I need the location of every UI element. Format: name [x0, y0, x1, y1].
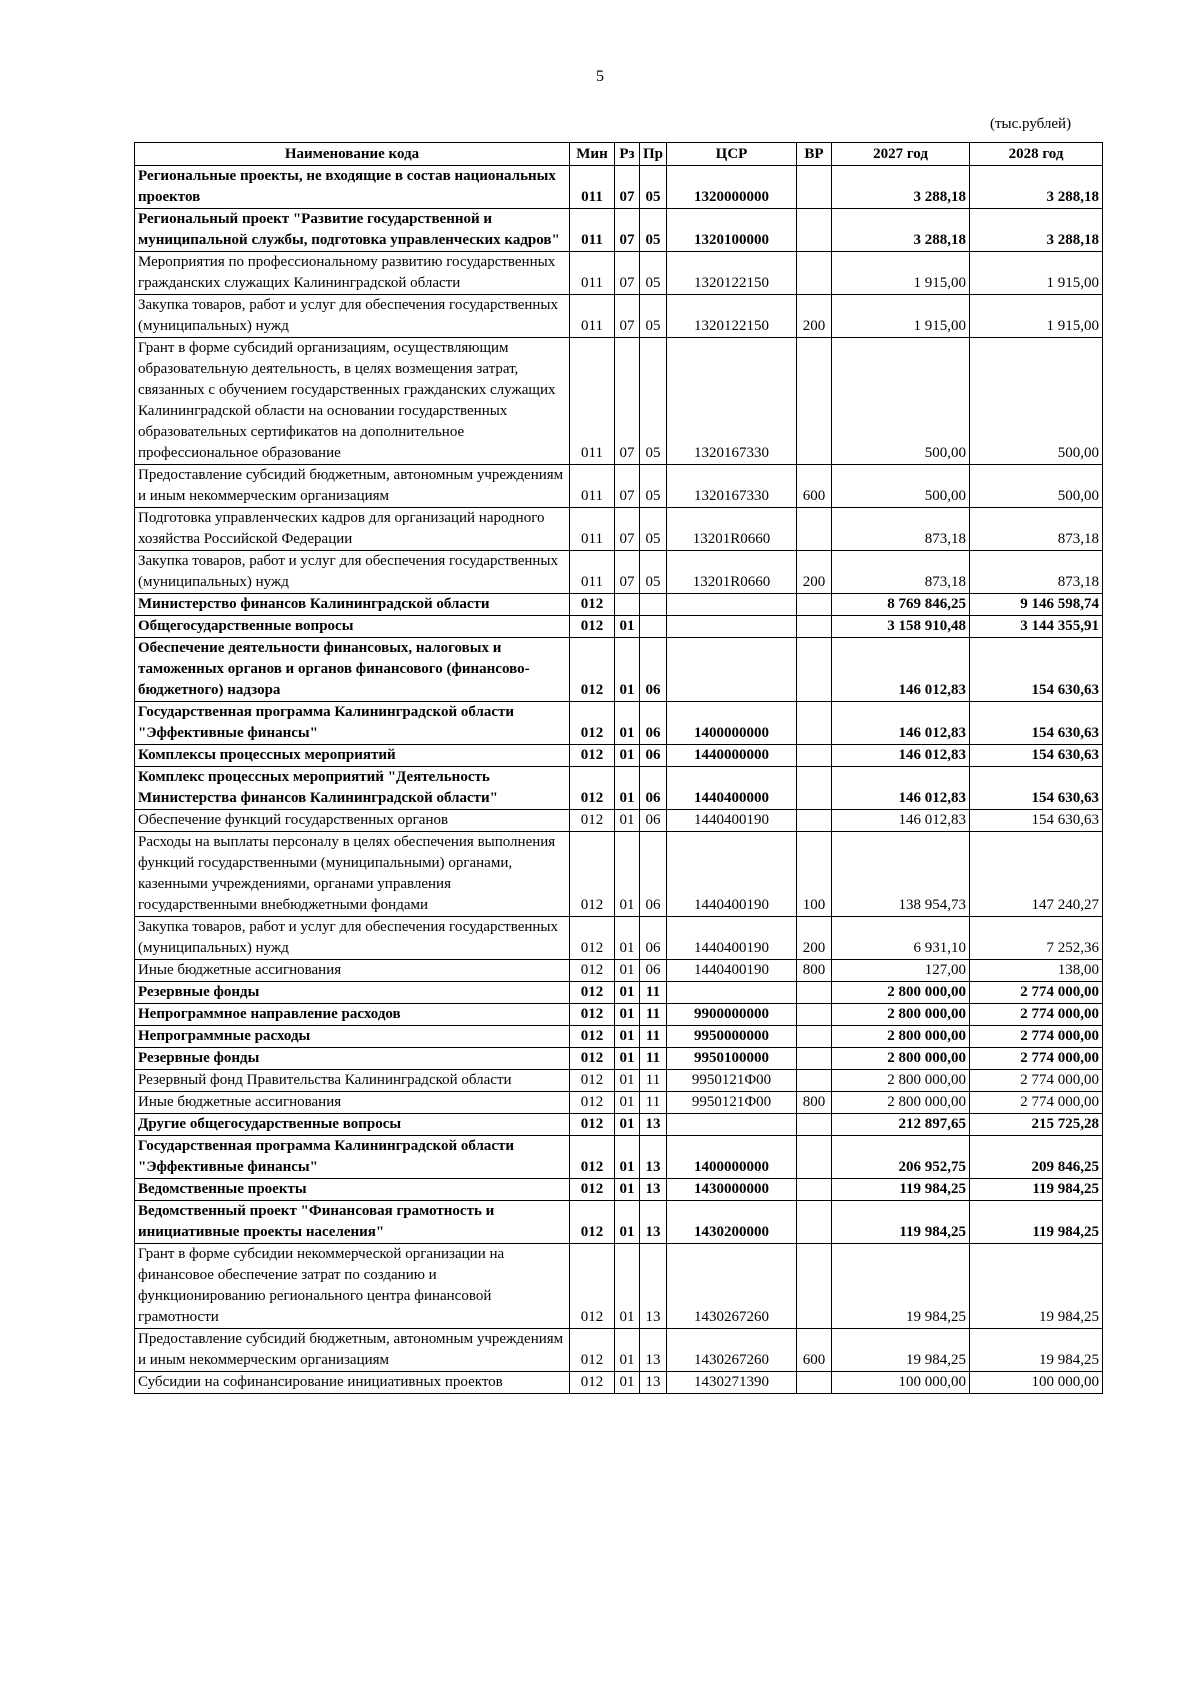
row-csr: 1440400190: [667, 832, 797, 917]
row-value-2027: 212 897,65: [832, 1114, 970, 1136]
row-value-2028: 2 774 000,00: [970, 1092, 1103, 1114]
row-pr: 05: [640, 465, 667, 508]
row-value-2028: 3 288,18: [970, 209, 1103, 252]
row-pr: 06: [640, 960, 667, 982]
row-pr: 05: [640, 338, 667, 465]
header-csr: ЦСР: [667, 143, 797, 166]
row-vr: [797, 508, 832, 551]
row-value-2028: 500,00: [970, 338, 1103, 465]
row-value-2027: 2 800 000,00: [832, 982, 970, 1004]
row-vr: [797, 252, 832, 295]
row-value-2027: 138 954,73: [832, 832, 970, 917]
row-pr: [640, 616, 667, 638]
table-body: [135, 166, 1103, 1394]
row-pr: 13: [640, 1114, 667, 1136]
header-pr: Пр: [640, 143, 667, 166]
row-rz: 01: [615, 1114, 640, 1136]
row-rz: 01: [615, 1092, 640, 1114]
row-rz: 01: [615, 832, 640, 917]
row-value-2028: 3 144 355,91: [970, 616, 1103, 638]
row-pr: 06: [640, 638, 667, 702]
row-value-2028: 154 630,63: [970, 810, 1103, 832]
row-name: Закупка товаров, работ и услуг для обеспечения государственных (муниципальных) нужд: [135, 551, 570, 594]
row-value-2028: 1 915,00: [970, 295, 1103, 338]
row-value-2028: 2 774 000,00: [970, 1048, 1103, 1070]
row-csr: 1400000000: [667, 702, 797, 745]
row-pr: 11: [640, 1004, 667, 1026]
row-value-2028: 2 774 000,00: [970, 1026, 1103, 1048]
row-value-2027: 2 800 000,00: [832, 1004, 970, 1026]
row-value-2028: 873,18: [970, 508, 1103, 551]
table-row: [135, 1092, 1103, 1114]
row-value-2027: 146 012,83: [832, 810, 970, 832]
row-value-2028: 119 984,25: [970, 1201, 1103, 1244]
row-value-2028: 154 630,63: [970, 702, 1103, 745]
row-name: Государственная программа Калининградской области "Эффективные финансы": [135, 702, 570, 745]
row-rz: 07: [615, 252, 640, 295]
row-rz: 01: [615, 616, 640, 638]
header-name: Наименование кода: [135, 143, 570, 166]
units-label: (тыс.рублей): [990, 116, 1072, 132]
row-min: 011: [570, 338, 615, 465]
row-rz: 01: [615, 767, 640, 810]
row-pr: 11: [640, 1026, 667, 1048]
row-value-2027: 119 984,25: [832, 1201, 970, 1244]
row-vr: [797, 338, 832, 465]
row-min: 011: [570, 252, 615, 295]
row-rz: 07: [615, 338, 640, 465]
row-min: 012: [570, 638, 615, 702]
row-csr: 1430000000: [667, 1179, 797, 1201]
row-rz: 01: [615, 1329, 640, 1372]
row-rz: 01: [615, 1244, 640, 1329]
table-row: [135, 1070, 1103, 1092]
row-pr: 11: [640, 1048, 667, 1070]
row-csr: [667, 1114, 797, 1136]
table-row: [135, 1244, 1103, 1329]
row-value-2028: 119 984,25: [970, 1179, 1103, 1201]
row-pr: 06: [640, 745, 667, 767]
row-name: Региональный проект "Развитие государственной и муниципальной службы, подготовка управленческих кадров": [135, 209, 570, 252]
row-min: 012: [570, 1114, 615, 1136]
row-value-2028: 154 630,63: [970, 767, 1103, 810]
table-row: [135, 209, 1103, 252]
row-min: 012: [570, 702, 615, 745]
row-min: 012: [570, 1372, 615, 1394]
row-value-2027: 146 012,83: [832, 767, 970, 810]
header-rz: Рз: [615, 143, 640, 166]
row-csr: 1440400190: [667, 960, 797, 982]
row-value-2028: 9 146 598,74: [970, 594, 1103, 616]
row-pr: 05: [640, 209, 667, 252]
row-csr: 1440000000: [667, 745, 797, 767]
row-rz: 01: [615, 1201, 640, 1244]
header-2027: 2027 год: [832, 143, 970, 166]
row-rz: 01: [615, 960, 640, 982]
row-csr: 1430267260: [667, 1244, 797, 1329]
row-vr: 800: [797, 960, 832, 982]
row-value-2027: 8 769 846,25: [832, 594, 970, 616]
row-value-2028: 873,18: [970, 551, 1103, 594]
row-min: 011: [570, 508, 615, 551]
row-csr: 9950000000: [667, 1026, 797, 1048]
row-name: Закупка товаров, работ и услуг для обеспечения государственных (муниципальных) нужд: [135, 295, 570, 338]
row-vr: [797, 1201, 832, 1244]
row-value-2027: 873,18: [832, 551, 970, 594]
row-csr: 1430271390: [667, 1372, 797, 1394]
row-name: Закупка товаров, работ и услуг для обеспечения государственных (муниципальных) нужд: [135, 917, 570, 960]
row-vr: [797, 767, 832, 810]
row-min: 012: [570, 917, 615, 960]
row-min: 012: [570, 616, 615, 638]
row-vr: 800: [797, 1092, 832, 1114]
row-min: 011: [570, 209, 615, 252]
row-min: 011: [570, 295, 615, 338]
row-min: 012: [570, 960, 615, 982]
row-name: Непрограммное направление расходов: [135, 1004, 570, 1026]
row-name: Общегосударственные вопросы: [135, 616, 570, 638]
row-csr: 1430200000: [667, 1201, 797, 1244]
table-row: [135, 508, 1103, 551]
row-rz: 01: [615, 982, 640, 1004]
row-value-2028: 1 915,00: [970, 252, 1103, 295]
row-min: 012: [570, 745, 615, 767]
row-value-2027: 2 800 000,00: [832, 1092, 970, 1114]
row-pr: 13: [640, 1372, 667, 1394]
row-value-2028: 19 984,25: [970, 1244, 1103, 1329]
budget-table: [134, 142, 1103, 1394]
table-row: [135, 1372, 1103, 1394]
table-row: [135, 551, 1103, 594]
table-row: [135, 982, 1103, 1004]
row-value-2027: 3 288,18: [832, 166, 970, 209]
row-name: Резервный фонд Правительства Калининградской области: [135, 1070, 570, 1092]
row-pr: 13: [640, 1201, 667, 1244]
row-min: 012: [570, 594, 615, 616]
table-row: [135, 616, 1103, 638]
row-value-2028: 7 252,36: [970, 917, 1103, 960]
row-rz: 07: [615, 465, 640, 508]
row-vr: [797, 1179, 832, 1201]
row-name: Ведомственный проект "Финансовая грамотность и инициативные проекты населения": [135, 1201, 570, 1244]
row-vr: 600: [797, 465, 832, 508]
row-min: 011: [570, 166, 615, 209]
row-name: Резервные фонды: [135, 982, 570, 1004]
row-name: Государственная программа Калининградской области "Эффективные финансы": [135, 1136, 570, 1179]
table-row: [135, 1179, 1103, 1201]
row-value-2027: 1 915,00: [832, 252, 970, 295]
row-rz: [615, 594, 640, 616]
table-row: [135, 1026, 1103, 1048]
row-rz: 01: [615, 1004, 640, 1026]
table-row: [135, 1004, 1103, 1026]
row-name: Иные бюджетные ассигнования: [135, 960, 570, 982]
row-pr: 06: [640, 702, 667, 745]
row-pr: 06: [640, 767, 667, 810]
row-rz: 01: [615, 1070, 640, 1092]
row-rz: 01: [615, 638, 640, 702]
row-vr: 200: [797, 551, 832, 594]
row-csr: 9950121Ф00: [667, 1070, 797, 1092]
table-row: [135, 702, 1103, 745]
row-rz: 07: [615, 209, 640, 252]
row-value-2028: 138,00: [970, 960, 1103, 982]
row-value-2027: 3 288,18: [832, 209, 970, 252]
table-row: [135, 960, 1103, 982]
row-value-2028: 154 630,63: [970, 638, 1103, 702]
row-min: 012: [570, 767, 615, 810]
row-vr: [797, 209, 832, 252]
row-value-2027: 100 000,00: [832, 1372, 970, 1394]
row-vr: 200: [797, 917, 832, 960]
row-csr: 1430267260: [667, 1329, 797, 1372]
row-name: Иные бюджетные ассигнования: [135, 1092, 570, 1114]
row-value-2028: 209 846,25: [970, 1136, 1103, 1179]
row-name: Грант в форме субсидий организациям, осуществляющим образовательную деятельность, в целях возмещения затрат, связанных с обучением государственных гражданских служащих Калининградской области на основании государственных образовательных сертификатов на дополнительное профессиональное образование: [135, 338, 570, 465]
row-csr: 1320122150: [667, 295, 797, 338]
table-row: [135, 252, 1103, 295]
row-min: 012: [570, 1004, 615, 1026]
row-csr: [667, 616, 797, 638]
row-csr: 1320122150: [667, 252, 797, 295]
row-pr: 11: [640, 1092, 667, 1114]
table-row: [135, 1114, 1103, 1136]
row-value-2028: 19 984,25: [970, 1329, 1103, 1372]
row-value-2027: 206 952,75: [832, 1136, 970, 1179]
row-pr: 06: [640, 917, 667, 960]
row-vr: [797, 982, 832, 1004]
row-value-2028: 2 774 000,00: [970, 982, 1103, 1004]
row-name: Расходы на выплаты персоналу в целях обеспечения выполнения функций государственными (муниципальными) органами, казенными учреждениями, органами управления государственными внебюджетными фондами: [135, 832, 570, 917]
row-value-2027: 500,00: [832, 338, 970, 465]
row-value-2027: 2 800 000,00: [832, 1048, 970, 1070]
row-name: Предоставление субсидий бюджетным, автономным учреждениям и иным некоммерческим организациям: [135, 465, 570, 508]
table-row: [135, 767, 1103, 810]
row-vr: [797, 1244, 832, 1329]
row-csr: 9950100000: [667, 1048, 797, 1070]
row-csr: [667, 982, 797, 1004]
row-rz: 01: [615, 1136, 640, 1179]
row-name: Другие общегосударственные вопросы: [135, 1114, 570, 1136]
row-pr: 13: [640, 1136, 667, 1179]
row-pr: 13: [640, 1329, 667, 1372]
row-min: 012: [570, 1136, 615, 1179]
row-csr: 1320167330: [667, 465, 797, 508]
table-row: [135, 338, 1103, 465]
row-csr: 1440400000: [667, 767, 797, 810]
row-name: Министерство финансов Калининградской области: [135, 594, 570, 616]
row-value-2027: 146 012,83: [832, 638, 970, 702]
row-value-2027: 500,00: [832, 465, 970, 508]
row-vr: [797, 745, 832, 767]
row-min: 012: [570, 1201, 615, 1244]
row-min: 012: [570, 982, 615, 1004]
table-row: [135, 166, 1103, 209]
row-vr: [797, 638, 832, 702]
row-name: Комплекс процессных мероприятий "Деятельность Министерства финансов Калининградской области": [135, 767, 570, 810]
row-csr: 1440400190: [667, 917, 797, 960]
row-csr: 9900000000: [667, 1004, 797, 1026]
row-pr: 06: [640, 810, 667, 832]
row-csr: 1320000000: [667, 166, 797, 209]
row-pr: 11: [640, 1070, 667, 1092]
row-name: Мероприятия по профессиональному развитию государственных гражданских служащих Калининградской области: [135, 252, 570, 295]
row-csr: 13201R0660: [667, 551, 797, 594]
row-value-2027: 127,00: [832, 960, 970, 982]
row-value-2028: 500,00: [970, 465, 1103, 508]
row-name: Подготовка управленческих кадров для организаций народного хозяйства Российской Федерации: [135, 508, 570, 551]
row-pr: 13: [640, 1244, 667, 1329]
row-value-2028: 147 240,27: [970, 832, 1103, 917]
row-vr: [797, 166, 832, 209]
row-vr: [797, 1026, 832, 1048]
row-vr: [797, 1372, 832, 1394]
row-rz: 01: [615, 702, 640, 745]
row-csr: 1320167330: [667, 338, 797, 465]
row-rz: 07: [615, 166, 640, 209]
row-value-2027: 146 012,83: [832, 745, 970, 767]
row-pr: [640, 594, 667, 616]
row-min: 012: [570, 1179, 615, 1201]
row-vr: [797, 1070, 832, 1092]
table-row: [135, 594, 1103, 616]
row-min: 011: [570, 465, 615, 508]
table-header-row: [135, 143, 1103, 166]
row-pr: 13: [640, 1179, 667, 1201]
row-vr: 600: [797, 1329, 832, 1372]
row-vr: [797, 1114, 832, 1136]
table-row: [135, 1329, 1103, 1372]
row-name: Региональные проекты, не входящие в состав национальных проектов: [135, 166, 570, 209]
row-value-2028: 100 000,00: [970, 1372, 1103, 1394]
table-row: [135, 295, 1103, 338]
row-rz: 01: [615, 810, 640, 832]
row-pr: 05: [640, 551, 667, 594]
row-vr: [797, 810, 832, 832]
row-min: 012: [570, 1026, 615, 1048]
row-pr: 05: [640, 252, 667, 295]
row-csr: 1440400190: [667, 810, 797, 832]
row-rz: 01: [615, 1048, 640, 1070]
row-value-2027: 2 800 000,00: [832, 1070, 970, 1092]
row-value-2027: 3 158 910,48: [832, 616, 970, 638]
row-csr: 1320100000: [667, 209, 797, 252]
row-value-2027: 146 012,83: [832, 702, 970, 745]
row-value-2027: 873,18: [832, 508, 970, 551]
row-value-2028: 2 774 000,00: [970, 1070, 1103, 1092]
row-rz: 01: [615, 1372, 640, 1394]
row-name: Комплексы процессных мероприятий: [135, 745, 570, 767]
row-rz: 07: [615, 508, 640, 551]
table-row: [135, 832, 1103, 917]
row-value-2027: 119 984,25: [832, 1179, 970, 1201]
row-rz: 07: [615, 295, 640, 338]
row-name: Ведомственные проекты: [135, 1179, 570, 1201]
row-pr: 05: [640, 166, 667, 209]
table-row: [135, 638, 1103, 702]
table-row: [135, 917, 1103, 960]
row-csr: 13201R0660: [667, 508, 797, 551]
row-csr: 9950121Ф00: [667, 1092, 797, 1114]
row-csr: [667, 594, 797, 616]
page-number: 5: [596, 68, 604, 85]
table-row: [135, 1048, 1103, 1070]
row-vr: [797, 616, 832, 638]
row-value-2028: 215 725,28: [970, 1114, 1103, 1136]
row-min: 012: [570, 1329, 615, 1372]
row-csr: [667, 638, 797, 702]
row-vr: 100: [797, 832, 832, 917]
row-value-2027: 6 931,10: [832, 917, 970, 960]
row-name: Предоставление субсидий бюджетным, автономным учреждениям и иным некоммерческим организациям: [135, 1329, 570, 1372]
row-vr: [797, 594, 832, 616]
header-vr: ВР: [797, 143, 832, 166]
row-vr: [797, 702, 832, 745]
row-value-2027: 19 984,25: [832, 1244, 970, 1329]
table-row: [135, 810, 1103, 832]
row-vr: [797, 1136, 832, 1179]
row-min: 012: [570, 1048, 615, 1070]
row-csr: 1400000000: [667, 1136, 797, 1179]
row-value-2028: 3 288,18: [970, 166, 1103, 209]
row-rz: 01: [615, 917, 640, 960]
row-min: 012: [570, 832, 615, 917]
row-value-2027: 19 984,25: [832, 1329, 970, 1372]
row-name: Субсидии на софинансирование инициативных проектов: [135, 1372, 570, 1394]
row-name: Резервные фонды: [135, 1048, 570, 1070]
row-name: Непрограммные расходы: [135, 1026, 570, 1048]
row-min: 012: [570, 810, 615, 832]
row-name: Грант в форме субсидии некоммерческой организации на финансовое обеспечение затрат по созданию и функционированию регионального центра финансовой грамотности: [135, 1244, 570, 1329]
row-min: 012: [570, 1092, 615, 1114]
row-value-2028: 154 630,63: [970, 745, 1103, 767]
row-pr: 11: [640, 982, 667, 1004]
row-pr: 05: [640, 295, 667, 338]
row-value-2028: 2 774 000,00: [970, 1004, 1103, 1026]
row-min: 012: [570, 1070, 615, 1092]
row-pr: 05: [640, 508, 667, 551]
header-min: Мин: [570, 143, 615, 166]
row-min: 011: [570, 551, 615, 594]
row-vr: 200: [797, 295, 832, 338]
table-row: [135, 745, 1103, 767]
table-row: [135, 1201, 1103, 1244]
row-rz: 01: [615, 1179, 640, 1201]
row-name: Обеспечение деятельности финансовых, налоговых и таможенных органов и органов финансового (финансово-бюджетного) надзора: [135, 638, 570, 702]
row-vr: [797, 1048, 832, 1070]
row-rz: 01: [615, 745, 640, 767]
row-rz: 01: [615, 1026, 640, 1048]
table-row: [135, 1136, 1103, 1179]
row-pr: 06: [640, 832, 667, 917]
row-value-2027: 2 800 000,00: [832, 1026, 970, 1048]
row-vr: [797, 1004, 832, 1026]
row-min: 012: [570, 1244, 615, 1329]
row-rz: 07: [615, 551, 640, 594]
row-value-2027: 1 915,00: [832, 295, 970, 338]
row-name: Обеспечение функций государственных органов: [135, 810, 570, 832]
table-row: [135, 465, 1103, 508]
header-2028: 2028 год: [970, 143, 1103, 166]
